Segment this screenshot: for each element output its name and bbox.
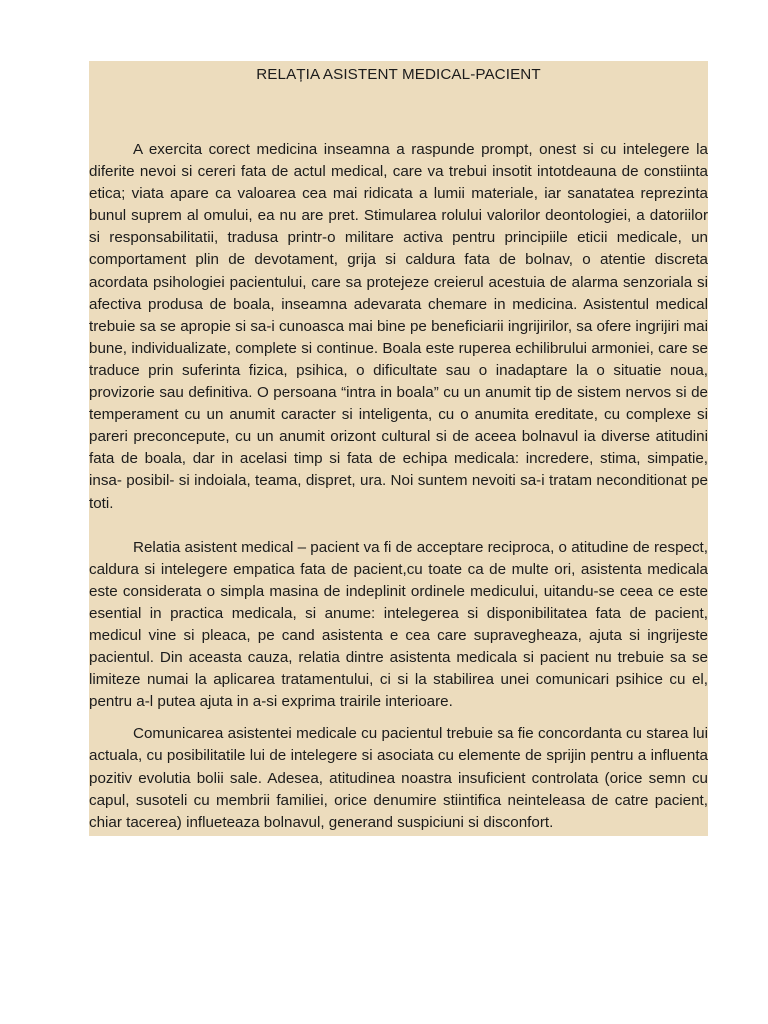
paragraph-communication: Comunicarea asistentei medicale cu pacientul trebuie sa fie concordanta cu starea lui actuala, cu posibilitatile lui de intelegere si asociata cu elemente de sprijin pentru a influenta pozitiv evolutia bolii sale. Adesea, atitudinea noastra insuficient controlata (orice semn cu capul, susoteli cu membrii familiei, orice denumire stiintifica neinteleasa de catre pacient, chiar tacerea) influeteaza bolnavul, generand suspiciuni si disconfort. <box>89 725 708 831</box>
paragraph-relationship: Relatia asistent medical – pacient va fi de acceptare reciproca, o atitudine de respect, caldura si intelegere empatica fata de pacient,cu toate ca de multe ori, asistenta medicala este considerata o simpla masina de indeplinit ordinele medicului, uitandu-se ceea ce este esential in practica medicala, si anume: intelegerea si disponibilitatea fata de pacient, medicul vine si pleaca, pe cand asistenta e cea care supravegheaza, ajuta si ingrijeste pacientul. Din aceasta cauza, relatia dintre asistenta medicala si pacient nu trebuie sa se limiteze numai la aplicarea tratamentului, ci si la stabilirea unei comunicari psihice cu el, pentru a-l putea ajuta in a-si exprima trairile interioare. <box>89 538 708 711</box>
paragraph-spacer <box>89 713 708 723</box>
paragraph-intro: A exercita corect medicina inseamna a raspunde prompt, onest si cu intelegere la diferite nevoi si cereri fata de actul medical, care va trebui insotit intotdeauna de constiinta etica; viata apare ca valoarea cea mai ridicata a lumii materiale, iar sanatatea reprezinta bunul suprem al omului, ea nu are pret. Stimularea rolului valorilor deontologiei, a datoriilor si responsabilitatii, tradusa printr-o militare activa pentru principiile eticii medicale, un comportament plin de devotament, grija si caldura fata de bolnav, o atentie discreta acordata psihologiei pacientului, care sa protejeze creierul acestuia de alarma senzoriala si afectiva produsa de boala, inseamna adevarata chemare in medicina. Asistentul medical trebuie sa se apropie si sa-i cunoasca mai bine pe beneficiarii ingrijirilor, sa ofere ingrijiri mai bune, individualizate, complete si continue. Boala este ruperea echilibrului armoniei, care se traduce prin suferinta fizica, psihica, o dificultate sau o inadaptare la o situatie noua, provizorie sau definitiva. O persoana “intra in boala” cu un anumit tip de sistem nervos si de temperament cu un anumit caracter si inteligenta, cu o anumita ereditate, cu complexe si pareri preconcepute, cu un anumit orizont cultural si de aceea bolnavul ia diverse atitudini fata de boala, dar in acelasi timp si fata de echipa medicala: incredere, stima, simpatie, insa- posibil- si indoiala, teama, dispret, ura. Noi suntem nevoiti sa-i tratam neconditionat pe toti. <box>89 141 708 512</box>
highlighted-text-block <box>89 61 708 836</box>
title-spacer <box>89 86 708 139</box>
document-title: RELAȚIA ASISTENT MEDICAL-PACIENT <box>256 66 541 83</box>
paragraph-spacer <box>89 515 708 537</box>
